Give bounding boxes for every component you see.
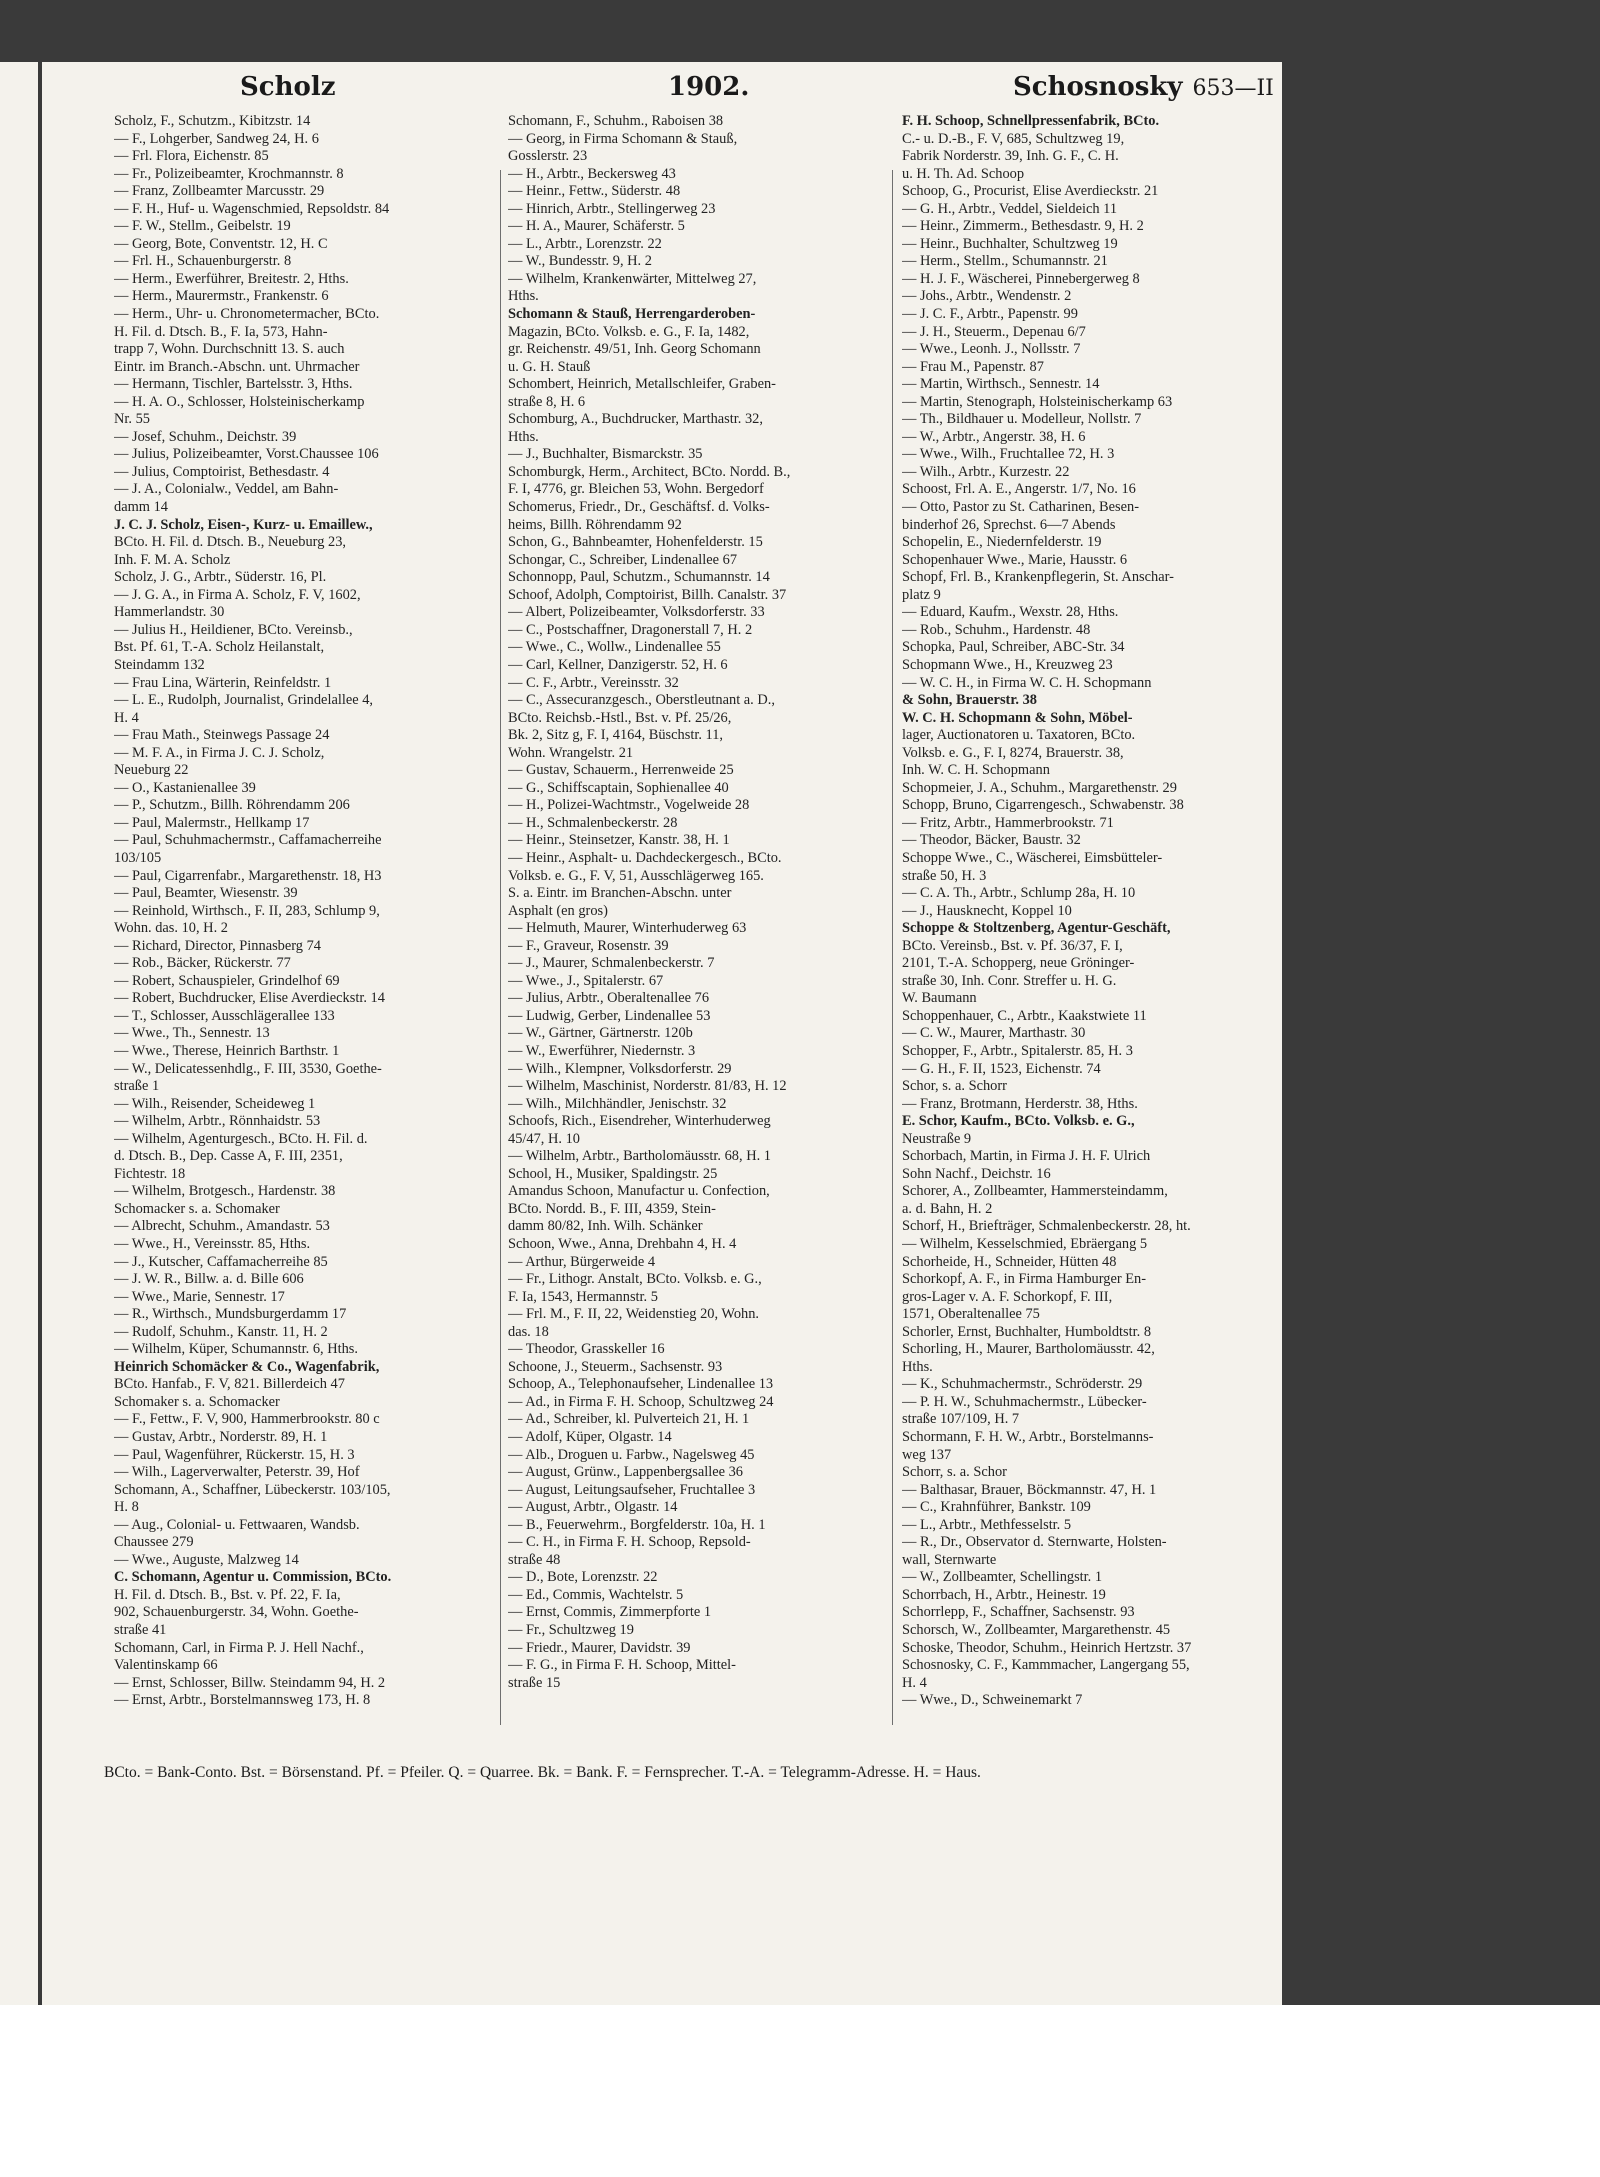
directory-entry: W. Baumann [902, 990, 977, 1007]
directory-entry: u. H. Th. Ad. Schoop [902, 165, 1025, 182]
directory-entry: — Herm., Maurermstr., Frankenstr. 6 [114, 288, 329, 305]
directory-entry: — Julius H., Heildiener, BCto. Vereinsb., [114, 621, 353, 638]
directory-entry: — Georg, in Firma Schomann & Stauß, [508, 130, 738, 147]
directory-entry: Schopp, Bruno, Cigarrengesch., Schwabenstr. 38 [902, 797, 1184, 814]
directory-entry: — Ernst, Schlosser, Billw. Steindamm 94, H. 2 [114, 1674, 386, 1691]
directory-entry: straße 107/109, H. 7 [902, 1411, 1020, 1428]
directory-entry: — Paul, Wagenführer, Rückerstr. 15, H. 3 [114, 1446, 355, 1463]
column-divider [892, 170, 893, 1725]
directory-entry: — Frau Math., Steinwegs Passage 24 [114, 727, 330, 744]
directory-entry: — R., Dr., Observator d. Sternwarte, Holsten- [902, 1534, 1167, 1551]
directory-entry: Schosnosky, C. F., Kammmacher, Langergang 55, [902, 1657, 1190, 1674]
directory-entry: — C. H., in Firma F. H. Schoop, Repsold- [508, 1534, 751, 1551]
directory-entry: — Albrecht, Schuhm., Amandastr. 53 [114, 1218, 330, 1235]
directory-entry: das. 18 [508, 1323, 549, 1340]
directory-entry: — Julius, Comptoirist, Bethesdastr. 4 [114, 463, 330, 480]
column-divider [500, 170, 501, 1725]
directory-entry: H. 4 [902, 1674, 927, 1691]
running-head-left: Scholz [240, 72, 336, 102]
directory-entry: — D., Bote, Lorenzstr. 22 [508, 1569, 658, 1586]
directory-entry: Magazin, BCto. Volksb. e. G., F. Ia, 1482, [508, 323, 750, 340]
directory-entry: — Wilhelm, Brotgesch., Hardenstr. 38 [114, 1183, 336, 1200]
directory-entry: E. Schor, Kaufm., BCto. Volksb. e. G., [902, 1113, 1135, 1130]
directory-entry: — C. F., Arbtr., Vereinsstr. 32 [508, 674, 679, 691]
directory-entry: gros-Lager v. A. F. Schorkopf, F. III, [902, 1288, 1113, 1305]
directory-entry: — Fr., Schultzweg 19 [508, 1622, 634, 1639]
directory-entry: — Paul, Beamter, Wiesenstr. 39 [114, 885, 298, 902]
directory-column-3 [902, 113, 1264, 1710]
directory-entry: BCto. Vereinsb., Bst. v. Pf. 36/37, F. I, [902, 937, 1123, 954]
directory-entry: Steindamm 132 [114, 656, 205, 673]
directory-entry: — F. H., Huf- u. Wagenschmied, Repsoldstr. 84 [114, 200, 390, 217]
directory-entry: — Rob., Schuhm., Hardenstr. 48 [902, 621, 1091, 638]
directory-entry: — Wilhelm, Agenturgesch., BCto. H. Fil. d. [114, 1130, 368, 1147]
directory-entry: — H. A. O., Schlosser, Holsteinischerkamp [114, 393, 365, 410]
directory-entry: — W., Ewerführer, Niedernstr. 3 [508, 1042, 696, 1059]
directory-entry: — August, Leitungsaufseher, Fruchtallee 3 [508, 1481, 756, 1498]
directory-entry: Schoofs, Rich., Eisendreher, Winterhuderweg [508, 1113, 771, 1130]
directory-entry: straße 30, Inh. Conr. Streffer u. H. G. [902, 972, 1117, 989]
directory-entry: Schopf, Frl. B., Krankenpflegerin, St. Anschar- [902, 569, 1174, 586]
directory-entry: — Martin, Stenograph, Holsteinischerkamp 63 [902, 393, 1173, 410]
directory-entry: — J. A., Colonialw., Veddel, am Bahn- [114, 481, 339, 498]
directory-entry: Schorer, A., Zollbeamter, Hammersteindamm, [902, 1183, 1168, 1200]
running-head-right [1013, 72, 1274, 112]
directory-entry: — F., Lohgerber, Sandweg 24, H. 6 [114, 130, 319, 147]
directory-entry: weg 137 [902, 1446, 952, 1463]
directory-entry: — Wilhelm, Arbtr., Bartholomäusstr. 68, H. 1 [508, 1148, 771, 1165]
directory-entry: — Balthasar, Brauer, Böckmannstr. 47, H. 1 [902, 1481, 1157, 1498]
directory-entry: — Theodor, Bäcker, Baustr. 32 [902, 832, 1081, 849]
previous-page-edge [0, 62, 38, 2005]
directory-entry: — Ad., in Firma F. H. Schoop, Schultzweg 24 [508, 1393, 774, 1410]
directory-entry: — Gustav, Arbtr., Norderstr. 89, H. 1 [114, 1429, 328, 1446]
directory-entry: — Fr., Lithogr. Anstalt, BCto. Volksb. e. G., [508, 1271, 762, 1288]
directory-entry: Inh. F. M. A. Scholz [114, 551, 231, 568]
directory-entry: Wohn. Wrangelstr. 21 [508, 744, 634, 761]
directory-entry: School, H., Musiker, Spaldingstr. 25 [508, 1165, 718, 1182]
directory-entry: — L., Arbtr., Lorenzstr. 22 [508, 235, 662, 252]
directory-entry: — Franz, Zollbeamter Marcusstr. 29 [114, 183, 325, 200]
directory-entry: — W. C. H., in Firma W. C. H. Schopmann [902, 674, 1152, 691]
directory-entry: Schopper, F., Arbtr., Spitalerstr. 85, H. 3 [902, 1042, 1133, 1059]
directory-entry: H. Fil. d. Dtsch. B., Bst. v. Pf. 22, F. Ia, [114, 1586, 341, 1603]
directory-entry: — L. E., Rudolph, Journalist, Grindelallee 4, [114, 692, 373, 709]
directory-entry: a. d. Bahn, H. 2 [902, 1200, 993, 1217]
directory-entry: — Herm., Stellm., Schumannstr. 21 [902, 253, 1108, 270]
directory-entry: — Julius, Polizeibeamter, Vorst.Chaussee 106 [114, 446, 379, 463]
directory-entry: — Herm., Uhr- u. Chronometermacher, BCto. [114, 306, 380, 323]
directory-entry: BCto. H. Fil. d. Dtsch. B., Neueburg 23, [114, 534, 346, 551]
directory-entry: Schorheide, H., Schneider, Hütten 48 [902, 1253, 1117, 1270]
directory-entry: Schoske, Theodor, Schuhm., Heinrich Hertzstr. 37 [902, 1639, 1192, 1656]
directory-entry: — Carl, Kellner, Danzigerstr. 52, H. 6 [508, 656, 728, 673]
directory-entry: W. C. H. Schopmann & Sohn, Möbel- [902, 709, 1133, 726]
directory-entry: — M. F. A., in Firma J. C. J. Scholz, [114, 744, 325, 761]
directory-entry: — W., Bundesstr. 9, H. 2 [508, 253, 652, 270]
directory-entry: straße 8, H. 6 [508, 393, 586, 410]
directory-entry: straße 48 [508, 1551, 561, 1568]
directory-entry: — Paul, Cigarrenfabr., Margarethenstr. 18, H3 [114, 867, 382, 884]
directory-entry: F. I, 4776, gr. Bleichen 53, Wohn. Bergedorf [508, 481, 764, 498]
directory-entry: — Heinr., Zimmerm., Bethesdastr. 9, H. 2 [902, 218, 1144, 235]
directory-entry: Schoost, Frl. A. E., Angerstr. 1/7, No. 16 [902, 481, 1136, 498]
directory-entry: — P. H. W., Schuhmachermstr., Lübecker- [902, 1393, 1147, 1410]
directory-entry: — Herm., Ewerführer, Breitestr. 2, Hths. [114, 270, 349, 287]
directory-entry: — Wilh., Klempner, Volksdorferstr. 29 [508, 1060, 732, 1077]
directory-entry: lager, Auctionatoren u. Taxatoren, BCto. [902, 727, 1136, 744]
directory-entry: straße 50, H. 3 [902, 867, 987, 884]
directory-entry: — Helmuth, Maurer, Winterhuderweg 63 [508, 920, 747, 937]
directory-entry: Schoppe Wwe., C., Wäscherei, Eimsbütteler- [902, 849, 1163, 866]
directory-entry: — Rob., Bäcker, Rückerstr. 77 [114, 955, 291, 972]
directory-entry: — Martin, Wirthsch., Sennestr. 14 [902, 376, 1100, 393]
directory-entry: Schoppenhauer, C., Arbtr., Kaakstwiete 11 [902, 1007, 1147, 1024]
directory-entry: — Wilhelm, Küper, Schumannstr. 6, Hths. [114, 1341, 358, 1358]
directory-entry: — J. G. A., in Firma A. Scholz, F. V, 1602, [114, 586, 361, 603]
directory-entry: — W., Delicatessenhdlg., F. III, 3530, Goethe- [114, 1060, 382, 1077]
directory-column-1 [114, 113, 476, 1710]
directory-entry: Gosslerstr. 23 [508, 148, 588, 165]
directory-entry: — Ad., Schreiber, kl. Pulverteich 21, H. 1 [508, 1411, 750, 1428]
directory-entry: — P., Schutzm., Billh. Röhrendamm 206 [114, 797, 350, 814]
directory-entry: Schomburg, A., Buchdrucker, Marthastr. 32, [508, 411, 763, 428]
directory-entry: — Wilhelm, Maschinist, Norderstr. 81/83, H. 12 [508, 1078, 787, 1095]
directory-entry: — Frau Lina, Wärterin, Reinfeldstr. 1 [114, 674, 332, 691]
directory-entry: Schomacker s. a. Schomaker [114, 1200, 280, 1217]
directory-entry: — Wilh., Arbtr., Kurzestr. 22 [902, 463, 1070, 480]
directory-entry: Schopenhauer Wwe., Marie, Hausstr. 6 [902, 551, 1128, 568]
directory-entry: — Richard, Director, Pinnasberg 74 [114, 937, 321, 954]
directory-entry: — Th., Bildhauer u. Modelleur, Nollstr. 7 [902, 411, 1142, 428]
directory-entry: F. H. Schoop, Schnellpressenfabrik, BCto. [902, 113, 1160, 129]
directory-entry: — August, Grünw., Lappenbergsallee 36 [508, 1464, 743, 1481]
directory-entry: Inh. W. C. H. Schopmann [902, 762, 1050, 779]
directory-entry: — K., Schuhmachermstr., Schröderstr. 29 [902, 1376, 1143, 1393]
directory-entry: — Wwe., Th., Sennestr. 13 [114, 1025, 270, 1042]
directory-entry: — Albert, Polizeibeamter, Volksdorferstr. 33 [508, 604, 765, 621]
directory-entry: — C. W., Maurer, Marthastr. 30 [902, 1025, 1086, 1042]
directory-entry: Nr. 55 [114, 411, 150, 428]
abbreviation-legend: BCto. = Bank-Conto. Bst. = Börsenstand. Pf. = Pfeiler. Q. = Quarree. Bk. = Bank. F. = Fernsprecher. T.-A. = Telegramm-Adresse. H. = Haus. [104, 1764, 981, 1781]
directory-entry: 2101, T.-A. Schopperg, neue Gröninger- [902, 955, 1135, 972]
directory-entry: — J. C. F., Arbtr., Papenstr. 99 [902, 306, 1078, 323]
directory-entry: — G. H., Arbtr., Veddel, Sieldeich 11 [902, 200, 1118, 217]
running-head-right-name: Schosnosky [1013, 72, 1183, 102]
directory-entry: — Robert, Buchdrucker, Elise Averdieckstr. 14 [114, 990, 385, 1007]
directory-entry: S. a. Eintr. im Branchen-Abschn. unter [508, 885, 732, 902]
directory-entry: Schopmann Wwe., H., Kreuzweg 23 [902, 656, 1113, 673]
directory-entry: Schor, s. a. Schorr [902, 1078, 1007, 1095]
directory-entry: Schon, G., Bahnbeamter, Hohenfelderstr. 15 [508, 534, 763, 551]
directory-entry: — Wilh., Reisender, Scheideweg 1 [114, 1095, 316, 1112]
directory-entry: — Wwe., Leonh. J., Nollsstr. 7 [902, 341, 1081, 358]
directory-entry: Neueburg 22 [114, 762, 189, 779]
directory-entry: — W., Arbtr., Angerstr. 38, H. 6 [902, 428, 1086, 445]
directory-entry: — Wilh., Milchhändler, Jenischstr. 32 [508, 1095, 727, 1112]
directory-entry: — T., Schlosser, Ausschlägerallee 133 [114, 1007, 335, 1024]
directory-entry: — L., Arbtr., Methfesselstr. 5 [902, 1516, 1072, 1533]
directory-entry: Volksb. e. G., F. I, 8274, Brauerstr. 38, [902, 744, 1124, 761]
directory-entry: Schoppe & Stoltzenberg, Agentur-Geschäft, [902, 920, 1171, 937]
directory-entry: Schorkopf, A. F., in Firma Hamburger En- [902, 1271, 1146, 1288]
directory-entry: — Wilhelm, Krankenwärter, Mittelweg 27, [508, 270, 757, 287]
directory-entry: — C., Postschaffner, Dragonerstall 7, H. 2 [508, 621, 753, 638]
directory-entry: Volksb. e. G., F. V, 51, Ausschlägerweg 165. [508, 867, 764, 884]
directory-entry: Schoon, Wwe., Anna, Drehbahn 4, H. 4 [508, 1236, 737, 1252]
directory-entry: Eintr. im Branch.-Abschn. unt. Uhrmacher [114, 358, 360, 375]
directory-entry: — Frau M., Papenstr. 87 [902, 358, 1044, 375]
directory-entry: Scholz, J. G., Arbtr., Süderstr. 16, Pl. [114, 569, 327, 586]
directory-entry: — Paul, Schuhmachermstr., Caffamacherreihe [114, 832, 382, 849]
directory-entry: — H., Polizei-Wachtmstr., Vogelweide 28 [508, 797, 750, 814]
directory-entry: Asphalt (en gros) [508, 902, 608, 919]
directory-entry: trapp 7, Wohn. Durchschnitt 13. S. auch [114, 341, 345, 358]
directory-entry: — H., Schmalenbeckerstr. 28 [508, 814, 678, 831]
directory-entry: straße 41 [114, 1622, 167, 1639]
directory-entry: Schorler, Ernst, Buchhalter, Humboldtstr. 8 [902, 1323, 1152, 1340]
directory-entry: — H., Arbtr., Beckersweg 43 [508, 165, 676, 182]
directory-entry: Wohn. das. 10, H. 2 [114, 920, 228, 937]
directory-entry: H. 8 [114, 1499, 139, 1516]
directory-entry: — Heinr., Asphalt- u. Dachdeckergesch., BCto. [508, 849, 782, 866]
directory-entry: — Otto, Pastor zu St. Catharinen, Besen- [902, 499, 1140, 516]
directory-entry: — Wwe., J., Spitalerstr. 67 [508, 972, 664, 989]
directory-entry: 902, Schauenburgerstr. 34, Wohn. Goethe- [114, 1604, 359, 1621]
directory-entry: platz 9 [902, 586, 941, 603]
directory-entry: — Wwe., H., Vereinsstr. 85, Hths. [114, 1236, 311, 1252]
directory-entry: — R., Wirthsch., Mundsburgerdamm 17 [114, 1306, 347, 1323]
directory-entry: — G. H., F. II, 1523, Eichenstr. 74 [902, 1060, 1101, 1077]
directory-entry: Schopmeier, J. A., Schuhm., Margarethenstr. 29 [902, 779, 1177, 796]
directory-entry: — Fr., Polizeibeamter, Krochmannstr. 8 [114, 165, 344, 182]
directory-entry: — Frl. Flora, Eichenstr. 85 [114, 148, 269, 165]
directory-entry: Schorrlepp, F., Schaffner, Sachsenstr. 93 [902, 1604, 1135, 1621]
directory-entry: — Heinr., Buchhalter, Schultzweg 19 [902, 235, 1118, 252]
directory-entry: — Wwe., C., Wollw., Lindenallee 55 [508, 639, 721, 656]
directory-entry: — Robert, Schauspieler, Grindelhof 69 [114, 972, 340, 989]
directory-entry: — Rudolf, Schuhm., Kanstr. 11, H. 2 [114, 1323, 328, 1340]
directory-entry: — Hinrich, Arbtr., Stellingerweg 23 [508, 200, 716, 217]
directory-entry: — J., Hausknecht, Koppel 10 [902, 902, 1072, 919]
directory-entry: — Friedr., Maurer, Davidstr. 39 [508, 1639, 691, 1656]
directory-entry: — Wilhelm, Kesselschmied, Ebräergang 5 [902, 1236, 1148, 1252]
directory-entry: — Ludwig, Gerber, Lindenallee 53 [508, 1007, 711, 1024]
directory-entry: — J. W. R., Billw. a. d. Bille 606 [114, 1271, 304, 1288]
directory-entry: — J., Buchhalter, Bismarckstr. 35 [508, 446, 703, 463]
directory-entry: H. Fil. d. Dtsch. B., F. Ia, 573, Hahn- [114, 323, 328, 340]
directory-entry: — Theodor, Grasskeller 16 [508, 1341, 665, 1358]
directory-entry: Amandus Schoon, Manufactur u. Confection, [508, 1183, 770, 1200]
directory-entry: damm 80/82, Inh. Wilh. Schänker [508, 1218, 703, 1235]
directory-entry: Schopelin, E., Niedernfelderstr. 19 [902, 534, 1102, 551]
directory-entry: binderhof 26, Sprechst. 6—7 Abends [902, 516, 1116, 533]
directory-entry: — F., Graveur, Rosenstr. 39 [508, 937, 669, 954]
directory-entry: u. G. H. Stauß [508, 358, 591, 375]
directory-entry: — B., Feuerwehrm., Borgfelderstr. 10a, H. 1 [508, 1516, 766, 1533]
directory-entry: — Heinr., Steinsetzer, Kanstr. 38, H. 1 [508, 832, 730, 849]
directory-entry: Hths. [508, 288, 539, 305]
directory-entry: J. C. J. Scholz, Eisen-, Kurz- u. Emaillew., [114, 516, 373, 533]
directory-entry: Bk. 2, Sitz g, F. I, 4164, Büschstr. 11, [508, 727, 723, 744]
directory-entry: 1571, Oberaltenallee 75 [902, 1306, 1040, 1323]
directory-entry: — Wwe., Auguste, Malzweg 14 [114, 1551, 299, 1568]
directory-entry: Scholz, F., Schutzm., Kibitzstr. 14 [114, 113, 311, 129]
directory-entry: — Gustav, Schauerm., Herrenweide 25 [508, 762, 734, 779]
directory-entry: — Aug., Colonial- u. Fettwaaren, Wandsb. [114, 1516, 360, 1533]
directory-entry: Schorbach, Martin, in Firma J. H. F. Ulrich [902, 1148, 1151, 1165]
directory-entry: gr. Reichenstr. 49/51, Inh. Georg Schomann [508, 341, 761, 358]
directory-entry: — F. W., Stellm., Geibelstr. 19 [114, 218, 291, 235]
directory-entry: Schopka, Paul, Schreiber, ABC-Str. 34 [902, 639, 1125, 656]
directory-entry: Schomaker s. a. Schomacker [114, 1393, 280, 1410]
directory-entry: — G., Schiffscaptain, Sophienallee 40 [508, 779, 729, 796]
directory-entry: — Ed., Commis, Wachtelstr. 5 [508, 1586, 684, 1603]
directory-entry: & Sohn, Brauerstr. 38 [902, 692, 1037, 709]
directory-entry: BCto. Nordd. B., F. III, 4359, Stein- [508, 1200, 716, 1217]
directory-entry: d. Dtsch. B., Dep. Casse A, F. III, 2351, [114, 1148, 343, 1165]
directory-entry: — Wwe., Wilh., Fruchtallee 72, H. 3 [902, 446, 1115, 463]
directory-column-2 [508, 113, 870, 1692]
directory-entry: heims, Billh. Röhrendamm 92 [508, 516, 682, 533]
directory-entry: — Alb., Droguen u. Farbw., Nagelsweg 45 [508, 1446, 755, 1463]
directory-entry: Schorsch, W., Zollbeamter, Margarethenstr. 45 [902, 1622, 1171, 1639]
directory-entry: — August, Arbtr., Olgastr. 14 [508, 1499, 678, 1516]
directory-entry: — J. H., Steuerm., Depenau 6/7 [902, 323, 1086, 340]
directory-entry: Schorling, H., Maurer, Bartholomäusstr. 42, [902, 1341, 1155, 1358]
directory-entry: Schoop, G., Procurist, Elise Averdieckstr. 21 [902, 183, 1159, 200]
directory-entry: — J., Maurer, Schmalenbeckerstr. 7 [508, 955, 715, 972]
directory-entry: — Eduard, Kaufm., Wexstr. 28, Hths. [902, 604, 1119, 621]
directory-entry: — O., Kastanienallee 39 [114, 779, 256, 796]
directory-entry: Hths. [508, 428, 539, 445]
directory-entry: — Adolf, Küper, Olgastr. 14 [508, 1429, 672, 1446]
directory-entry: straße 15 [508, 1674, 561, 1691]
directory-entry: C.- u. D.-B., F. V, 685, Schultzweg 19, [902, 130, 1125, 147]
directory-entry: Schorr, s. a. Schor [902, 1464, 1007, 1481]
directory-entry: BCto. Hanfab., F. V, 821. Billerdeich 47 [114, 1376, 345, 1393]
directory-entry: Schomann & Stauß, Herrengarderoben- [508, 306, 756, 323]
directory-entry: — H. J. F., Wäscherei, Pinnebergerweg 8 [902, 270, 1140, 287]
directory-entry: 45/47, H. 10 [508, 1130, 580, 1147]
directory-entry: H. 4 [114, 709, 139, 726]
directory-entry: — Heinr., Fettw., Süderstr. 48 [508, 183, 681, 200]
directory-entry: Sohn Nachf., Deichstr. 16 [902, 1165, 1051, 1182]
directory-entry: — Arthur, Bürgerweide 4 [508, 1253, 656, 1270]
directory-entry: — Frl. H., Schauenburgerstr. 8 [114, 253, 292, 270]
directory-entry: Schoof, Adolph, Comptoirist, Billh. Canalstr. 37 [508, 586, 787, 603]
directory-entry: — Julius, Arbtr., Oberaltenallee 76 [508, 990, 710, 1007]
directory-entry: Schormann, F. H. W., Arbtr., Borstelmanns- [902, 1429, 1154, 1446]
directory-entry: — F. G., in Firma F. H. Schoop, Mittel- [508, 1657, 736, 1674]
directory-entry: — F., Fettw., F. V, 900, Hammerbrookstr. 80 c [114, 1411, 380, 1428]
directory-entry: — Reinhold, Wirthsch., F. II, 283, Schlump 9, [114, 902, 380, 919]
directory-entry: — Paul, Malermstr., Hellkamp 17 [114, 814, 310, 831]
directory-entry: Heinrich Schomäcker & Co., Wagenfabrik, [114, 1358, 380, 1375]
directory-entry: — Franz, Brotmann, Herderstr. 38, Hths. [902, 1095, 1138, 1112]
directory-entry: — Frl. M., F. II, 22, Weidenstieg 20, Wohn. [508, 1306, 760, 1323]
directory-entry: Schoone, J., Steuerm., Sachsenstr. 93 [508, 1358, 723, 1375]
directory-entry: Schorf, H., Briefträger, Schmalenbeckerstr. 28, ht. [902, 1218, 1191, 1235]
directory-entry: Schonnopp, Paul, Schutzm., Schumannstr. 14 [508, 569, 770, 586]
directory-entry: — Ernst, Arbtr., Borstelmannsweg 173, H. 8 [114, 1692, 371, 1709]
directory-entry: — Johs., Arbtr., Wendenstr. 2 [902, 288, 1072, 305]
directory-entry: F. Ia, 1543, Hermannstr. 5 [508, 1288, 658, 1305]
directory-entry: — Wwe., Therese, Heinrich Barthstr. 1 [114, 1042, 340, 1059]
directory-entry: — Wilhelm, Arbtr., Rönnhaidstr. 53 [114, 1113, 321, 1130]
directory-entry: Hammerlandstr. 30 [114, 604, 225, 621]
directory-entry: Fabrik Norderstr. 39, Inh. G. F., C. H. [902, 148, 1119, 165]
directory-entry: Schomerus, Friedr., Dr., Geschäftsf. d. Volks- [508, 499, 770, 516]
directory-entry: — Georg, Bote, Conventstr. 12, H. C [114, 235, 328, 252]
directory-entry: — Ernst, Commis, Zimmerpforte 1 [508, 1604, 712, 1621]
directory-entry: straße 1 [114, 1078, 160, 1095]
directory-entry: 103/105 [114, 849, 162, 866]
directory-entry: Fichtestr. 18 [114, 1165, 186, 1182]
directory-entry: damm 14 [114, 499, 168, 516]
directory-entry: Schomann, F., Schuhm., Raboisen 38 [508, 113, 724, 129]
directory-entry: Chaussee 279 [114, 1534, 194, 1551]
directory-entry: — Fritz, Arbtr., Hammerbrookstr. 71 [902, 814, 1114, 831]
directory-entry: — H. A., Maurer, Schäferstr. 5 [508, 218, 685, 235]
directory-entry: Schongar, C., Schreiber, Lindenallee 67 [508, 551, 738, 568]
directory-entry: Schoop, A., Telephonaufseher, Lindenallee 13 [508, 1376, 774, 1393]
directory-entry: — C. A. Th., Arbtr., Schlump 28a, H. 10 [902, 885, 1136, 902]
directory-entry: Bst. Pf. 61, T.-A. Scholz Heilanstalt, [114, 639, 325, 656]
directory-entry: — Wwe., D., Schweinemarkt 7 [902, 1692, 1083, 1709]
directory-entry: — W., Gärtner, Gärtnerstr. 120b [508, 1025, 693, 1042]
directory-entry: — Hermann, Tischler, Bartelsstr. 3, Hths. [114, 376, 353, 393]
directory-entry: — Wwe., Marie, Sennestr. 17 [114, 1288, 285, 1305]
page-number: 653—II [1192, 76, 1274, 101]
directory-entry: — J., Kutscher, Caffamacherreihe 85 [114, 1253, 328, 1270]
directory-entry: wall, Sternwarte [902, 1551, 997, 1568]
directory-entry: Schorrbach, H., Arbtr., Heinestr. 19 [902, 1586, 1106, 1603]
directory-entry: Hths. [902, 1358, 933, 1375]
directory-entry: — C., Krahnführer, Bankstr. 109 [902, 1499, 1091, 1516]
directory-entry: — W., Zollbeamter, Schellingstr. 1 [902, 1569, 1103, 1586]
directory-entry: Schombert, Heinrich, Metallschleifer, Graben- [508, 376, 776, 393]
directory-entry: — C., Assecuranzgesch., Oberstleutnant a. D., [508, 692, 775, 709]
directory-entry: BCto. Reichsb.-Hstl., Bst. v. Pf. 25/26, [508, 709, 732, 726]
directory-entry: Neustraße 9 [902, 1130, 972, 1147]
directory-entry: Schomann, A., Schaffner, Lübeckerstr. 103/105, [114, 1481, 391, 1498]
directory-entry: — Josef, Schuhm., Deichstr. 39 [114, 428, 297, 445]
directory-entry: Schomann, Carl, in Firma P. J. Hell Nachf., [114, 1639, 364, 1656]
directory-entry: Valentinskamp 66 [114, 1657, 218, 1674]
running-head-year: 1902. [668, 72, 750, 102]
directory-entry: C. Schomann, Agentur u. Commission, BCto. [114, 1569, 392, 1586]
directory-entry: Schomburgk, Herm., Architect, BCto. Nordd. B., [508, 463, 791, 480]
directory-entry: — Wilh., Lagerverwalter, Peterstr. 39, Hof [114, 1464, 360, 1481]
